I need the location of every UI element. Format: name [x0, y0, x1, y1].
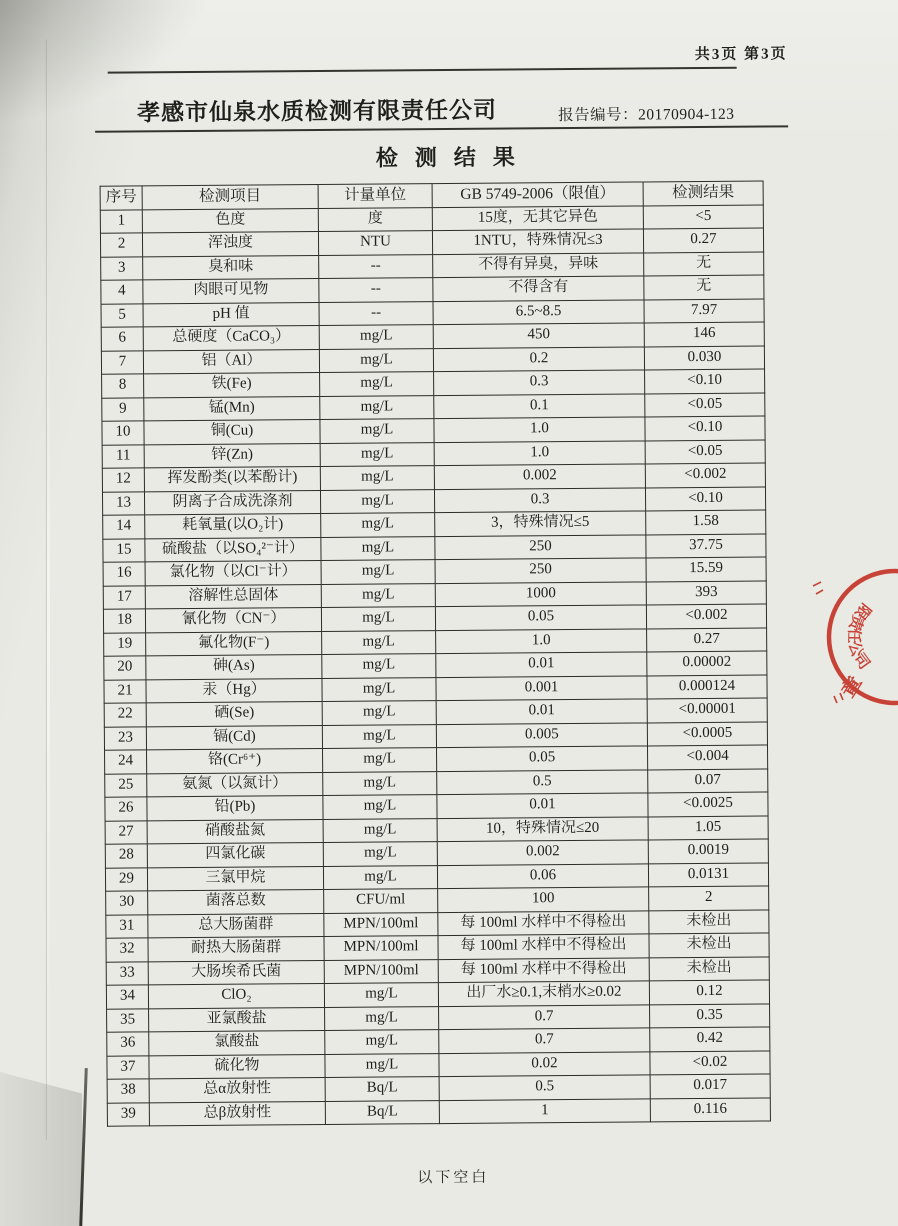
cell-item: 大肠埃希氏菌	[148, 960, 324, 985]
cell-limit: 0.5	[437, 769, 648, 794]
cell-unit: mg/L	[325, 1006, 439, 1030]
cell-unit: mg/L	[320, 372, 434, 396]
cell-result: 0.116	[650, 1097, 770, 1121]
cell-result: <0.00001	[647, 698, 767, 722]
header-cell-limit: GB 5749-2006（限值）	[432, 182, 643, 207]
header-cell-result: 检测结果	[643, 181, 763, 205]
cell-limit: 0.7	[439, 1004, 650, 1029]
cell-limit: 不得有异臭，异味	[433, 252, 644, 277]
cell-limit: 0.002	[434, 464, 645, 489]
cell-limit: 0.05	[437, 746, 648, 771]
cell-item: 铅(Pb)	[147, 795, 323, 820]
cell-index: 5	[101, 303, 143, 327]
cell-index: 33	[106, 961, 148, 985]
cell-result: 2	[649, 886, 769, 910]
cell-index: 28	[105, 844, 147, 868]
cell-index: 32	[106, 938, 148, 962]
report-number-value: 20170904-123	[637, 105, 735, 124]
cell-item: 挥发酚类(以苯酚计)	[144, 467, 320, 492]
cell-unit: NTU	[318, 231, 432, 255]
cell-unit: mg/L	[324, 983, 438, 1007]
cell-result: 0.35	[650, 1003, 770, 1027]
cell-result: 393	[646, 581, 766, 605]
cell-index: 19	[104, 632, 146, 656]
cell-index: 17	[103, 585, 145, 609]
cell-result: <0.004	[647, 745, 767, 769]
cell-result: 0.0019	[648, 839, 768, 863]
cell-item: 硝酸盐氮	[147, 819, 323, 844]
cell-unit: Bq/L	[325, 1077, 439, 1101]
cell-item: 肉眼可见物	[143, 279, 319, 304]
header-cell-index: 序号	[100, 186, 142, 210]
cell-index: 7	[101, 350, 143, 374]
cell-item: 硒(Se)	[146, 701, 322, 726]
cell-unit: MPN/100ml	[324, 912, 438, 936]
cell-result: <0.10	[645, 416, 765, 440]
cell-result: <0.02	[650, 1050, 770, 1074]
cell-item: 硫酸盐（以SO₄²⁻计）	[145, 537, 321, 562]
cell-limit: 1000	[435, 581, 646, 606]
cell-result: <0.10	[645, 487, 765, 511]
cell-index: 35	[107, 1008, 149, 1032]
cell-index: 27	[105, 820, 147, 844]
cell-index: 18	[103, 609, 145, 633]
table-row	[107, 1097, 770, 1126]
cell-unit: mg/L	[322, 654, 436, 678]
cell-index: 25	[105, 773, 147, 797]
cell-limit: 100	[438, 887, 649, 912]
cell-unit: mg/L	[323, 771, 437, 795]
cell-unit: mg/L	[319, 348, 433, 372]
cell-unit: mg/L	[323, 818, 437, 842]
cell-unit: mg/L	[319, 325, 433, 349]
cell-limit: 10，特殊情况≤20	[437, 816, 648, 841]
cell-index: 14	[103, 515, 145, 539]
cell-limit: 0.1	[434, 393, 645, 418]
cell-limit: 0.002	[437, 840, 648, 865]
cell-limit: 0.06	[437, 863, 648, 888]
cell-limit: 出厂水≥0.1,末梢水≥0.02	[438, 981, 649, 1006]
page-title: 检测结果	[375, 144, 532, 171]
cell-result: 0.00002	[647, 651, 767, 675]
cell-item: 耗氧量(以O₂计)	[145, 514, 321, 539]
cell-index: 6	[101, 327, 143, 351]
cell-limit: 0.5	[439, 1075, 650, 1100]
cell-unit: mg/L	[320, 466, 434, 490]
cell-index: 9	[102, 397, 144, 421]
cell-item: 硫化物	[149, 1054, 325, 1079]
cell-index: 30	[106, 891, 148, 915]
cell-result: 0.12	[649, 980, 769, 1004]
cell-unit: 度	[318, 207, 432, 231]
cell-item: 菌落总数	[148, 889, 324, 914]
cell-limit: 15度，无其它异色	[432, 205, 643, 230]
cell-item: 氯化物（以Cl⁻计）	[145, 561, 321, 586]
cell-limit: 0.001	[436, 675, 647, 700]
cell-limit: 不得含有	[433, 276, 644, 301]
cell-result: 未检出	[649, 909, 769, 933]
cell-result: 15.59	[646, 557, 766, 581]
cell-result: 无	[644, 275, 764, 299]
cell-unit: mg/L	[325, 1030, 439, 1054]
cell-index: 23	[104, 726, 146, 750]
cell-item: 浑浊度	[142, 232, 318, 257]
cell-limit: 250	[435, 558, 646, 583]
cell-limit: 1.0	[434, 440, 645, 465]
cell-limit: 1NTU，特殊情况≤3	[432, 229, 643, 254]
company-name: 孝感市仙泉水质检测有限责任公司	[136, 97, 498, 126]
cell-index: 15	[103, 538, 145, 562]
cell-limit: 6.5~8.5	[433, 299, 644, 324]
cell-unit: mg/L	[325, 1053, 439, 1077]
cell-unit: --	[319, 301, 433, 325]
cell-unit: mg/L	[323, 865, 437, 889]
cell-index: 3	[101, 256, 143, 280]
cell-index: 21	[104, 679, 146, 703]
cell-item: pH 值	[143, 302, 319, 327]
cell-index: 10	[102, 421, 144, 445]
cell-index: 20	[104, 656, 146, 680]
cell-item: 阴离子合成洗涤剂	[144, 490, 320, 515]
cell-index: 39	[107, 1102, 149, 1126]
cell-unit: Bq/L	[325, 1100, 439, 1124]
cell-unit: mg/L	[320, 395, 434, 419]
cell-index: 31	[106, 914, 148, 938]
cell-item: 镉(Cd)	[146, 725, 322, 750]
cell-unit: mg/L	[320, 419, 434, 443]
cell-result: 0.27	[643, 228, 763, 252]
cell-item: 铬(Cr⁶⁺)	[147, 748, 323, 773]
cell-limit: 250	[435, 534, 646, 559]
cell-item: 溶解性总固体	[145, 584, 321, 609]
cell-unit: mg/L	[322, 677, 436, 701]
cell-limit: 450	[433, 323, 644, 348]
cell-unit: --	[319, 254, 433, 278]
company-seal-stamp	[756, 510, 898, 780]
cell-item: 色度	[142, 208, 318, 233]
cell-result: <5	[643, 205, 763, 229]
cell-result: 0.017	[650, 1074, 770, 1098]
seal-char: 章	[836, 672, 869, 703]
cell-limit: 0.3	[434, 487, 645, 512]
cell-unit: mg/L	[322, 630, 436, 654]
cell-result: 0.07	[648, 769, 768, 793]
cell-item: 铜(Cu)	[144, 420, 320, 445]
cell-result: 未检出	[649, 956, 769, 980]
cell-item: 臭和味	[143, 255, 319, 280]
cell-limit: 0.01	[436, 652, 647, 677]
cell-unit: mg/L	[323, 748, 437, 772]
cell-result: 1.05	[648, 816, 768, 840]
cell-index: 4	[101, 280, 143, 304]
cell-unit: mg/L	[321, 583, 435, 607]
report-number-label: 报告编号：	[557, 106, 639, 125]
cell-result: 无	[644, 252, 764, 276]
cell-result: <0.05	[645, 393, 765, 417]
cell-result: 0.42	[650, 1027, 770, 1051]
cell-item: 汞（Hg）	[146, 678, 322, 703]
cell-result: <0.0025	[648, 792, 768, 816]
cell-result: 0.27	[647, 628, 767, 652]
cell-item: 总α放射性	[149, 1077, 325, 1102]
end-of-report-note: 以下空白	[417, 1169, 490, 1187]
cell-limit: 0.005	[436, 722, 647, 747]
cell-unit: mg/L	[321, 560, 435, 584]
cell-item: 锰(Mn)	[144, 396, 320, 421]
cell-limit: 每 100ml 水样中不得检出	[438, 910, 649, 935]
header-cell-unit: 计量单位	[318, 184, 432, 208]
cell-item: 氨氮（以氮计）	[147, 772, 323, 797]
cell-item: 亚氯酸盐	[149, 1007, 325, 1032]
cell-result: 0.000124	[647, 675, 767, 699]
cell-item: 四氯化碳	[147, 842, 323, 867]
cell-unit: mg/L	[323, 842, 437, 866]
cell-item: 总大肠菌群	[148, 913, 324, 938]
cell-item: 铝（Al）	[143, 349, 319, 374]
cell-unit: mg/L	[321, 607, 435, 631]
cell-item: 砷(As)	[146, 655, 322, 680]
cell-limit: 0.7	[439, 1028, 650, 1053]
cell-limit: 0.2	[433, 346, 644, 371]
cell-limit: 0.05	[435, 605, 646, 630]
cell-limit: 0.01	[436, 699, 647, 724]
cell-unit: mg/L	[320, 489, 434, 513]
cell-index: 38	[107, 1079, 149, 1103]
cell-unit: mg/L	[322, 724, 436, 748]
cell-index: 13	[102, 491, 144, 515]
cell-result: 未检出	[649, 933, 769, 957]
cell-index: 22	[104, 703, 146, 727]
seal-arc-text: 限责任公司	[844, 599, 874, 673]
cell-item: 铁(Fe)	[144, 373, 320, 398]
cell-unit: mg/L	[321, 536, 435, 560]
report-number	[558, 102, 735, 125]
cell-index: 1	[100, 209, 142, 233]
cell-item: 三氯甲烷	[147, 866, 323, 891]
cell-item: ClO₂	[148, 983, 324, 1008]
cell-unit: MPN/100ml	[324, 959, 438, 983]
header-rule-top	[108, 67, 737, 74]
cell-index: 36	[107, 1032, 149, 1056]
cell-limit: 0.01	[437, 793, 648, 818]
cell-limit: 每 100ml 水样中不得检出	[438, 934, 649, 959]
cell-item: 总β放射性	[149, 1101, 325, 1126]
cell-index: 37	[107, 1055, 149, 1079]
cell-result: <0.002	[645, 463, 765, 487]
cell-limit: 1.0	[436, 628, 647, 653]
cell-result: <0.0005	[647, 722, 767, 746]
cell-item: 氟化物(F⁻)	[146, 631, 322, 656]
results-table-body	[100, 205, 770, 1127]
cell-index: 8	[102, 374, 144, 398]
cell-index: 2	[100, 233, 142, 257]
cell-index: 12	[102, 468, 144, 492]
cell-item: 锌(Zn)	[144, 443, 320, 468]
cell-index: 24	[105, 750, 147, 774]
cell-result: 1.58	[646, 510, 766, 534]
cell-result: <0.002	[646, 604, 766, 628]
cell-limit: 1	[439, 1098, 650, 1123]
cell-result: 37.75	[646, 534, 766, 558]
cell-limit: 1.0	[434, 417, 645, 442]
cell-unit: CFU/ml	[324, 889, 438, 913]
cell-unit: mg/L	[322, 701, 436, 725]
page-indicator: 共3页 第3页	[694, 46, 788, 64]
cell-result: 0.030	[644, 346, 764, 370]
cell-index: 34	[106, 985, 148, 1009]
cell-item: 氰化物（CN⁻）	[145, 608, 321, 633]
cell-limit: 0.02	[439, 1051, 650, 1076]
cell-result: 0.0131	[648, 862, 768, 886]
cell-index: 16	[103, 562, 145, 586]
cell-unit: mg/L	[321, 513, 435, 537]
cell-unit: MPN/100ml	[324, 936, 438, 960]
cell-result: <0.05	[645, 440, 765, 464]
header-cell-item: 检测项目	[142, 185, 318, 210]
cell-result: <0.10	[645, 369, 765, 393]
cell-result: 146	[644, 322, 764, 346]
cell-index: 26	[105, 797, 147, 821]
cell-result: 7.97	[644, 299, 764, 323]
results-table	[100, 181, 771, 1127]
cell-index: 11	[102, 444, 144, 468]
cell-limit: 3，特殊情况≤5	[435, 511, 646, 536]
cell-limit: 每 100ml 水样中不得检出	[438, 957, 649, 982]
cell-item: 耐热大肠菌群	[148, 936, 324, 961]
cell-unit: mg/L	[320, 442, 434, 466]
cell-index: 29	[105, 867, 147, 891]
cell-unit: --	[319, 278, 433, 302]
cell-item: 氯酸盐	[149, 1030, 325, 1055]
cell-item: 总硬度（CaCO₃）	[143, 326, 319, 351]
cell-limit: 0.3	[434, 370, 645, 395]
cell-unit: mg/L	[323, 795, 437, 819]
